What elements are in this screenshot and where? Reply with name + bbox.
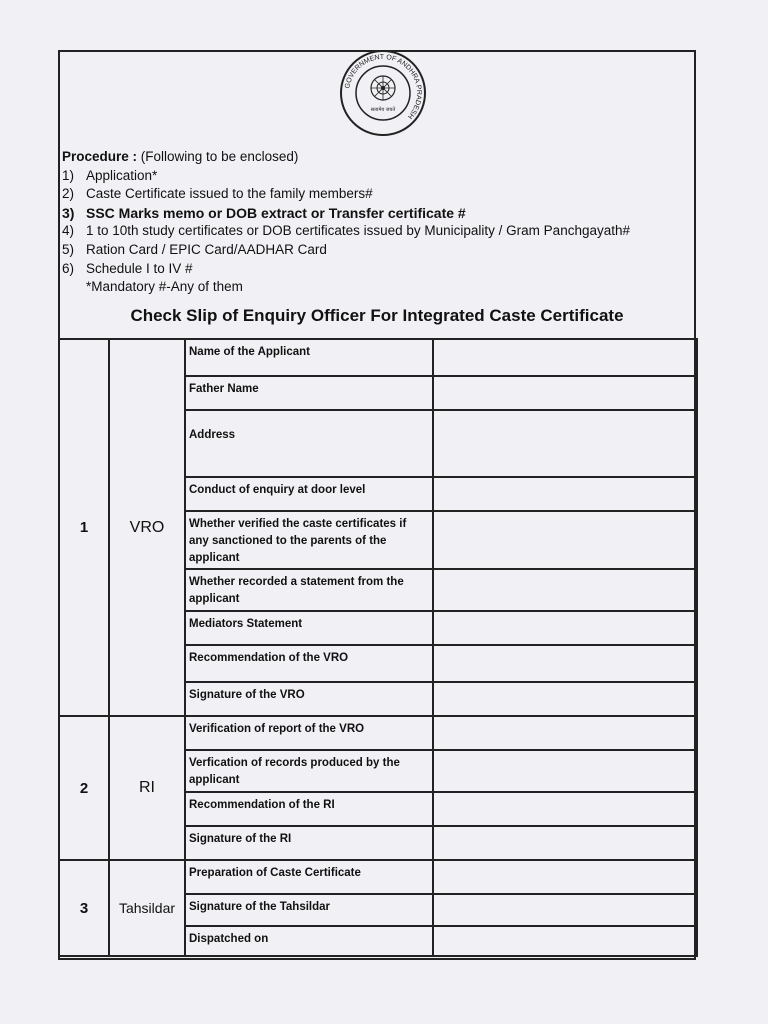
row-value-field[interactable]	[433, 376, 697, 410]
check-slip-title: Check Slip of Enquiry Officer For Integrated Caste Certificate	[130, 306, 624, 325]
row-label: Whether recorded a statement from the applicant	[185, 569, 433, 611]
section-number: 1	[59, 339, 109, 716]
row-label: Recommendation of the VRO	[185, 645, 433, 682]
row-value-field[interactable]	[433, 410, 697, 477]
table-row	[59, 860, 697, 894]
section-role: VRO	[109, 339, 185, 716]
procedure-item: 5) Ration Card / EPIC Card/AADHAR Card	[62, 241, 327, 257]
row-label: Name of the Applicant	[185, 339, 433, 376]
row-label: Conduct of enquiry at door level	[185, 477, 433, 511]
row-value-field[interactable]	[433, 860, 697, 894]
row-value-field[interactable]	[433, 682, 697, 716]
procedure-item: 6) Schedule I to IV #	[62, 260, 193, 276]
row-label: Dispatched on	[185, 926, 433, 956]
row-label: Mediators Statement	[185, 611, 433, 645]
row-value-field[interactable]	[433, 611, 697, 645]
row-value-field[interactable]	[433, 750, 697, 792]
svg-text:GOVERNMENT OF ANDHRA PRADESH: GOVERNMENT OF ANDHRA PRADESH	[344, 53, 423, 120]
row-value-field[interactable]	[433, 569, 697, 611]
section-role: Tahsildar	[109, 860, 185, 956]
row-label: Preparation of Caste Certificate	[185, 860, 433, 894]
row-value-field[interactable]	[433, 511, 697, 569]
row-label: Recommendation of the RI	[185, 792, 433, 826]
row-value-field[interactable]	[433, 792, 697, 826]
check-slip-table	[58, 338, 698, 957]
procedure-block	[62, 148, 692, 297]
table-row	[59, 716, 697, 750]
row-value-field[interactable]	[433, 826, 697, 860]
row-label: Signature of the VRO	[185, 682, 433, 716]
row-label: Verification of report of the VRO	[185, 716, 433, 750]
row-label: Verfication of records produced by the applicant	[185, 750, 433, 792]
row-label: Signature of the RI	[185, 826, 433, 860]
row-value-field[interactable]	[433, 894, 697, 926]
procedure-item: 3) SSC Marks memo or DOB extract or Transfer certificate #	[62, 204, 466, 221]
procedure-item: 1) Application*	[62, 167, 158, 183]
row-label: Father Name	[185, 376, 433, 410]
section-number: 2	[59, 716, 109, 860]
section-number: 3	[59, 860, 109, 956]
row-label: Address	[185, 410, 433, 477]
table-row	[59, 339, 697, 376]
row-label: Whether verified the caste certificates if any sanctioned to the parents of the applicant	[185, 511, 433, 569]
row-value-field[interactable]	[433, 716, 697, 750]
row-value-field[interactable]	[433, 645, 697, 682]
row-label: Signature of the Tahsildar	[185, 894, 433, 926]
svg-text:सत्यमेव जयते: सत्यमेव जयते	[370, 107, 396, 113]
row-value-field[interactable]	[433, 339, 697, 376]
procedure-item: 4) 1 to 10th study certificates or DOB certificates issued by Municipality / Gram Panchgayath#	[62, 223, 630, 239]
procedure-title: Procedure : (Following to be enclosed)	[62, 149, 299, 164]
procedure-note: *Mandatory #-Any of them	[86, 279, 243, 295]
section-role: RI	[109, 716, 185, 860]
row-value-field[interactable]	[433, 926, 697, 956]
row-value-field[interactable]	[433, 477, 697, 511]
procedure-item: 2) Caste Certificate issued to the family members#	[62, 186, 373, 202]
government-seal-emblem	[338, 48, 428, 138]
